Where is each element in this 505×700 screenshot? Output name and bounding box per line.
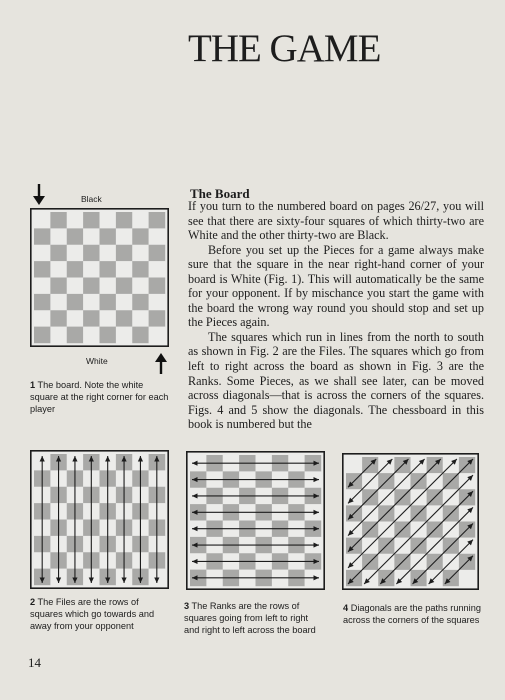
board-square	[100, 228, 117, 245]
board-square	[34, 212, 51, 229]
board-square	[149, 245, 166, 262]
board-square	[346, 457, 362, 473]
board-square	[34, 294, 51, 311]
body-text	[188, 199, 484, 432]
board-square	[100, 245, 117, 262]
caption-number: 1	[30, 380, 36, 390]
board-square	[116, 228, 133, 245]
board-square	[149, 294, 166, 311]
paragraph-2: Before you set up the Pieces for a game always make sure that the square in the near right-hand corner of your board is White (Fig. 1). This will automatically be the same for your opponent. If by mischance you start the game with the board the wrong way round you should stop and set up the Pieces again.	[188, 242, 484, 330]
figure-3-ranks-board	[186, 451, 325, 590]
board-square	[116, 294, 133, 311]
board-square	[132, 310, 149, 327]
board-square	[83, 310, 100, 327]
board-square	[83, 261, 100, 278]
board-square	[149, 212, 166, 229]
page-number: 14	[28, 655, 41, 670]
board-square	[50, 228, 67, 245]
board-square	[100, 278, 117, 295]
board-square	[67, 228, 84, 245]
board-square	[116, 261, 133, 278]
caption-text: The board. Note the white square at the right corner for each player	[30, 380, 169, 414]
board-square	[34, 327, 51, 344]
board-square	[67, 261, 84, 278]
board-square	[34, 261, 51, 278]
caption-text: The Files are the rows of squares which go towards and away from your opponent	[30, 597, 155, 631]
board-square	[149, 261, 166, 278]
board-square	[132, 278, 149, 295]
board-square	[116, 327, 133, 344]
caption-number: 4	[343, 603, 349, 613]
board-square	[34, 310, 51, 327]
board-square	[132, 294, 149, 311]
figure-2-files-board	[30, 450, 169, 589]
section-heading: The Board	[190, 186, 250, 201]
board-square	[83, 228, 100, 245]
board-square	[116, 212, 133, 229]
board-square	[132, 245, 149, 262]
board-square	[50, 212, 67, 229]
board-square	[34, 228, 51, 245]
board-label-black: Black	[81, 194, 102, 204]
caption-text: The Ranks are the rows of squares going from left to right and right to left across the board	[184, 601, 316, 635]
figure-4-diagonals-board	[342, 453, 479, 590]
board-square	[100, 310, 117, 327]
board-square	[83, 327, 100, 344]
board-square	[67, 294, 84, 311]
board-square	[116, 245, 133, 262]
board-square	[83, 278, 100, 295]
figure-4-caption	[343, 602, 483, 626]
caption-number: 3	[184, 601, 190, 611]
board-square	[67, 278, 84, 295]
board-square	[83, 212, 100, 229]
down-arrow-icon	[32, 184, 46, 206]
board-square	[83, 245, 100, 262]
board-square	[34, 245, 51, 262]
board-square	[459, 570, 475, 586]
caption-text: Diagonals are the paths running across the corners of the squares	[343, 603, 481, 625]
board-square	[132, 228, 149, 245]
board-square	[132, 261, 149, 278]
board-square	[100, 294, 117, 311]
board-square	[50, 310, 67, 327]
board-square	[83, 294, 100, 311]
board-square	[50, 245, 67, 262]
figure-2-caption	[30, 596, 170, 632]
board-square	[67, 327, 84, 344]
board-square	[50, 327, 67, 344]
board-square	[67, 245, 84, 262]
caption-number: 2	[30, 597, 36, 607]
figure-3-caption	[184, 600, 324, 636]
board-square	[34, 278, 51, 295]
paragraph-1: If you turn to the numbered board on pages 26/27, you will see that there are sixty-four squares of which thirty-two are White and the other thirty-two are Black.	[188, 199, 484, 243]
board-label-white: White	[86, 356, 108, 366]
board-square	[50, 294, 67, 311]
board-square	[132, 212, 149, 229]
paragraph-3: The squares which run in lines from the north to south as shown in Fig. 2 are the Files. The squares which go from left to right across the board as shown in Fig. 3 are the Ranks. Some Pieces, as we shall see later, can be moved across diagonals—that is across the corners of the squares. Figs. 4 and 5 show the diagonals. The chessboard in this book is numbered but the	[188, 329, 484, 432]
board-square	[67, 212, 84, 229]
figure-1-caption	[30, 379, 170, 415]
board-square	[100, 212, 117, 229]
board-square	[149, 228, 166, 245]
up-arrow-icon	[154, 352, 168, 374]
board-square	[149, 327, 166, 344]
board-square	[116, 278, 133, 295]
board-square	[116, 310, 133, 327]
board-square	[50, 278, 67, 295]
board-square	[67, 310, 84, 327]
board-square	[50, 261, 67, 278]
page-title: THE GAME	[188, 27, 381, 70]
board-square	[100, 327, 117, 344]
board-square	[100, 261, 117, 278]
board-square	[149, 310, 166, 327]
board-square	[149, 278, 166, 295]
board-square	[132, 327, 149, 344]
figure-1-board	[30, 208, 169, 347]
